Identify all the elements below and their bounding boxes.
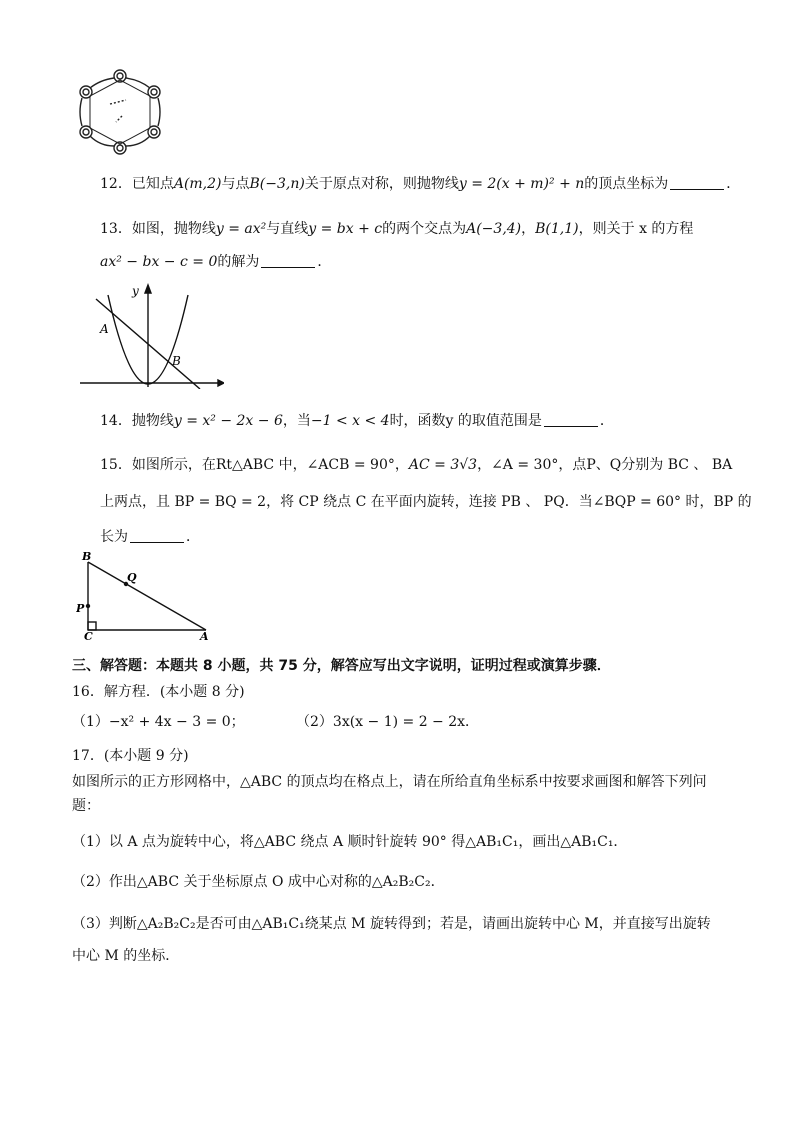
q15-number: 15． [100,457,132,473]
q15-label-p: P [76,602,85,615]
q12-point-a: A(m,2) [173,176,222,192]
q13-text-1: 如图，抛物线 [131,221,216,237]
q13-equation: ax² − bx − c = 0 [100,254,218,270]
q15-end: ． [186,529,200,545]
q15-text-2: ，∠A = 30°，点P、Q分别为 BC 、 BA [477,457,733,473]
q13-label-a: A [100,322,109,336]
q13-x-arrow [218,380,224,386]
q15-label-b: B [82,550,92,563]
q13-text-5: 的解为 [217,254,260,270]
q15-answer-blank[interactable] [130,528,184,543]
q12-end: ． [726,176,741,192]
question-17-intro-1: 如图所示的正方形网格中，△ABC 的顶点均在格点上，请在所给直角坐标系中按要求画图和解答下列问 [72,774,707,790]
q15-label-a: A [200,630,209,642]
q12-number: 12． [100,176,132,192]
q13-curve: y = ax² [215,221,267,237]
question-13-line-1 [100,219,693,239]
q13-point-a: A(−3,4) [466,221,522,237]
q13-text-4: ，则关于 x 的方程 [578,221,694,237]
q15-label-c: C [84,630,93,642]
q13-text-2: 与直线 [266,221,309,237]
q12-answer-blank[interactable] [670,175,724,190]
q14-end: ． [599,413,614,429]
q12-text-1: 已知点 [131,176,174,192]
question-12 [100,174,740,194]
q15-text-3: 上两点，且 BP = BQ = 2，将 CP 绕点 C 在平面内旋转，连接 PB 、 PQ．当∠BQP = 60° 时，BP 的 [100,494,752,510]
q13-figure [78,283,224,389]
q13-text-3: 的两个交点为 [382,221,467,237]
q13-label-y: y [132,284,139,298]
q15-figure [76,550,216,642]
q15-text-4: 长为 [100,529,128,545]
q15-side-ab [88,562,206,630]
question-17-intro-2: 题： [72,798,100,814]
q15-point-p [86,604,90,608]
q12-text-3: 关于原点对称，则抛物线 [304,176,459,192]
q12-text-2: 与点 [221,176,250,192]
q14-text-1: 抛物线 [131,413,174,429]
q13-point-b: B(1,1) [535,221,579,237]
question-13-line-2 [100,252,331,272]
q13-label-b: B [172,354,181,368]
question-17-part-3: （3）判断△A₂B₂C₂是否可由△AB₁C₁绕某点 M 旋转得到；若是，请画出旋转中心 M，并直接写出旋转 [72,916,711,932]
q15-label-q: Q [127,571,137,584]
question-15-line-3 [100,527,200,547]
q14-number: 14． [100,413,132,429]
q13-end: ． [317,254,332,270]
question-14 [100,411,614,431]
q13-number: 13． [100,221,132,237]
question-16-part-2: （2）3x(x − 1) = 2 − 2x． [296,714,480,730]
question-17-title: 17．(本小题 9 分) [72,748,189,764]
question-15-line-1 [100,455,732,475]
q12-point-b: B(−3,n) [249,176,305,192]
question-17-part-3-cont: 中心 M 的坐标． [72,948,180,964]
q15-right-angle-mark [88,622,96,630]
q14-equation: y = x² − 2x − 6 [173,413,283,429]
q12-equation: y = 2(x + m)² + n [458,176,585,192]
q12-text-4: 的顶点坐标为 [584,176,669,192]
question-16-part-1: （1）−x² + 4x − 3 = 0； [72,714,245,730]
q13-y-arrow [145,285,151,293]
question-15-line-2 [100,492,752,512]
q15-ac: AC = 3√3 [408,457,478,473]
question-16-title: 16．解方程．(本小题 8 分) [72,684,245,700]
knot-frame-figure [70,66,170,158]
q13-sep: ， [521,221,536,237]
q14-text-3: 时，函数y 的取值范围是 [389,413,542,429]
question-17-part-1: （1）以 A 点为旋转中心，将△ABC 绕点 A 顺时针旋转 90° 得△AB₁C₁，画出△AB₁C₁． [72,834,628,850]
q14-text-2: ，当 [282,413,311,429]
section-3-heading: 三、解答题：本题共 8 小题，共 75 分，解答应写出文字说明，证明过程或演算步骤． [72,658,611,674]
q14-range: −1 < x < 4 [310,413,390,429]
q15-text-1: 如图所示，在Rt△ABC 中，∠ACB = 90°， [131,457,409,473]
q14-answer-blank[interactable] [544,412,598,427]
q13-line-eq: y = bx + c [308,221,383,237]
q13-answer-blank[interactable] [261,253,315,268]
question-17-part-2: （2）作出△ABC 关于坐标原点 O 成中心对称的△A₂B₂C₂． [72,874,445,890]
